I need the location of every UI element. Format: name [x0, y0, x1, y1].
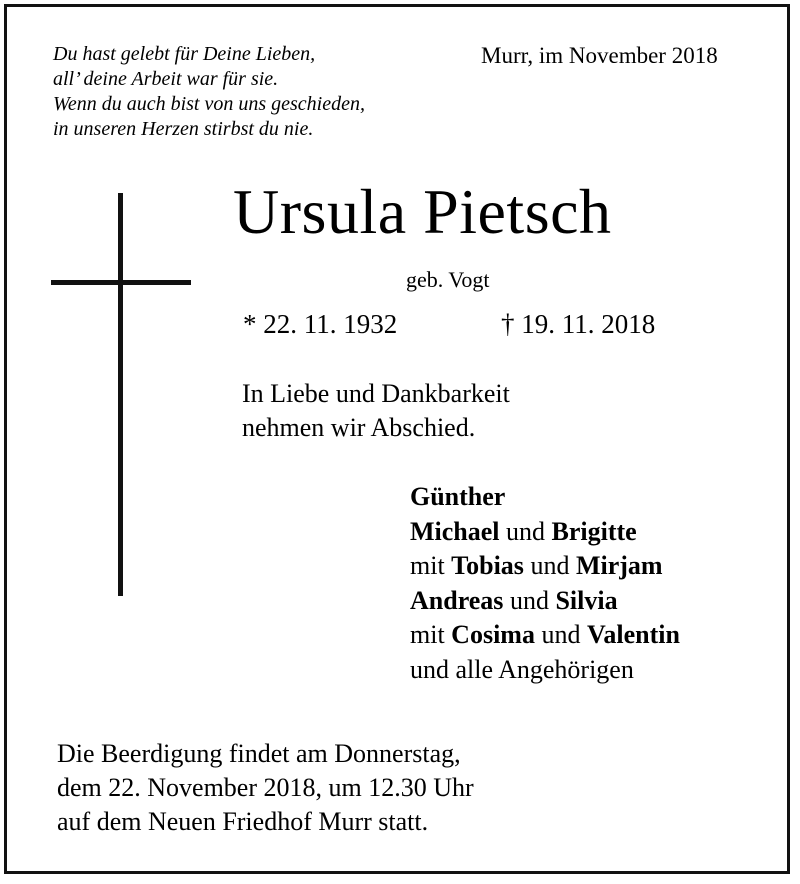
- mourner-row: [410, 515, 680, 550]
- death-date: † 19. 11. 2018: [501, 309, 656, 339]
- poem-line: all’ deine Arbeit war für sie.: [53, 68, 279, 90]
- birth-date: * 22. 11. 1932: [243, 309, 398, 339]
- funeral-line: dem 22. November 2018, um 12.30 Uhr: [57, 773, 474, 802]
- cross-icon: [118, 193, 123, 596]
- conjunction: und: [534, 620, 587, 649]
- funeral-announcement: [57, 737, 474, 839]
- mourner-name: Valentin: [586, 620, 680, 649]
- poem-line: Du hast gelebt für Deine Lieben,: [53, 43, 316, 65]
- farewell-line: In Liebe und Dankbarkeit: [242, 379, 510, 408]
- relatives-line: und alle Angehörigen: [410, 654, 634, 684]
- funeral-line: Die Beerdigung findet am Donnerstag,: [57, 739, 461, 768]
- farewell-line: nehmen wir Abschied.: [242, 413, 476, 442]
- conjunction: und: [523, 551, 576, 580]
- conjunction: und: [499, 516, 552, 546]
- place-date: Murr, im November 2018: [481, 43, 718, 68]
- conjunction: und: [503, 585, 556, 615]
- mourner-row: [410, 549, 680, 584]
- mourner-name: Günther: [410, 482, 506, 511]
- farewell-text: [242, 377, 510, 445]
- mourner-name: Silvia: [555, 585, 618, 615]
- prefix: mit: [410, 551, 452, 580]
- poem-line: Wenn du auch bist von uns geschieden,: [53, 93, 365, 115]
- funeral-line: auf dem Neuen Friedhof Murr statt.: [57, 807, 429, 836]
- mourner-row: [410, 618, 680, 653]
- mourner-name: Cosima: [451, 620, 535, 649]
- obituary-notice: [4, 4, 790, 874]
- mourner-name: Andreas: [410, 585, 504, 615]
- mourners-list: [410, 480, 680, 687]
- mourner-row: [410, 584, 680, 619]
- deceased-name: Ursula Pietsch: [233, 176, 612, 247]
- cross-icon-bar: [51, 280, 191, 285]
- memorial-poem: [53, 42, 365, 142]
- mourner-name: Brigitte: [551, 516, 637, 546]
- poem-line: in unseren Herzen stirbst du nie.: [53, 118, 314, 140]
- mourner-row: [410, 480, 680, 515]
- mourner-name: Tobias: [451, 551, 524, 580]
- mourner-name: Michael: [410, 516, 500, 546]
- prefix: mit: [410, 620, 452, 649]
- maiden-name: geb. Vogt: [406, 267, 490, 292]
- mourner-name: Mirjam: [575, 551, 663, 580]
